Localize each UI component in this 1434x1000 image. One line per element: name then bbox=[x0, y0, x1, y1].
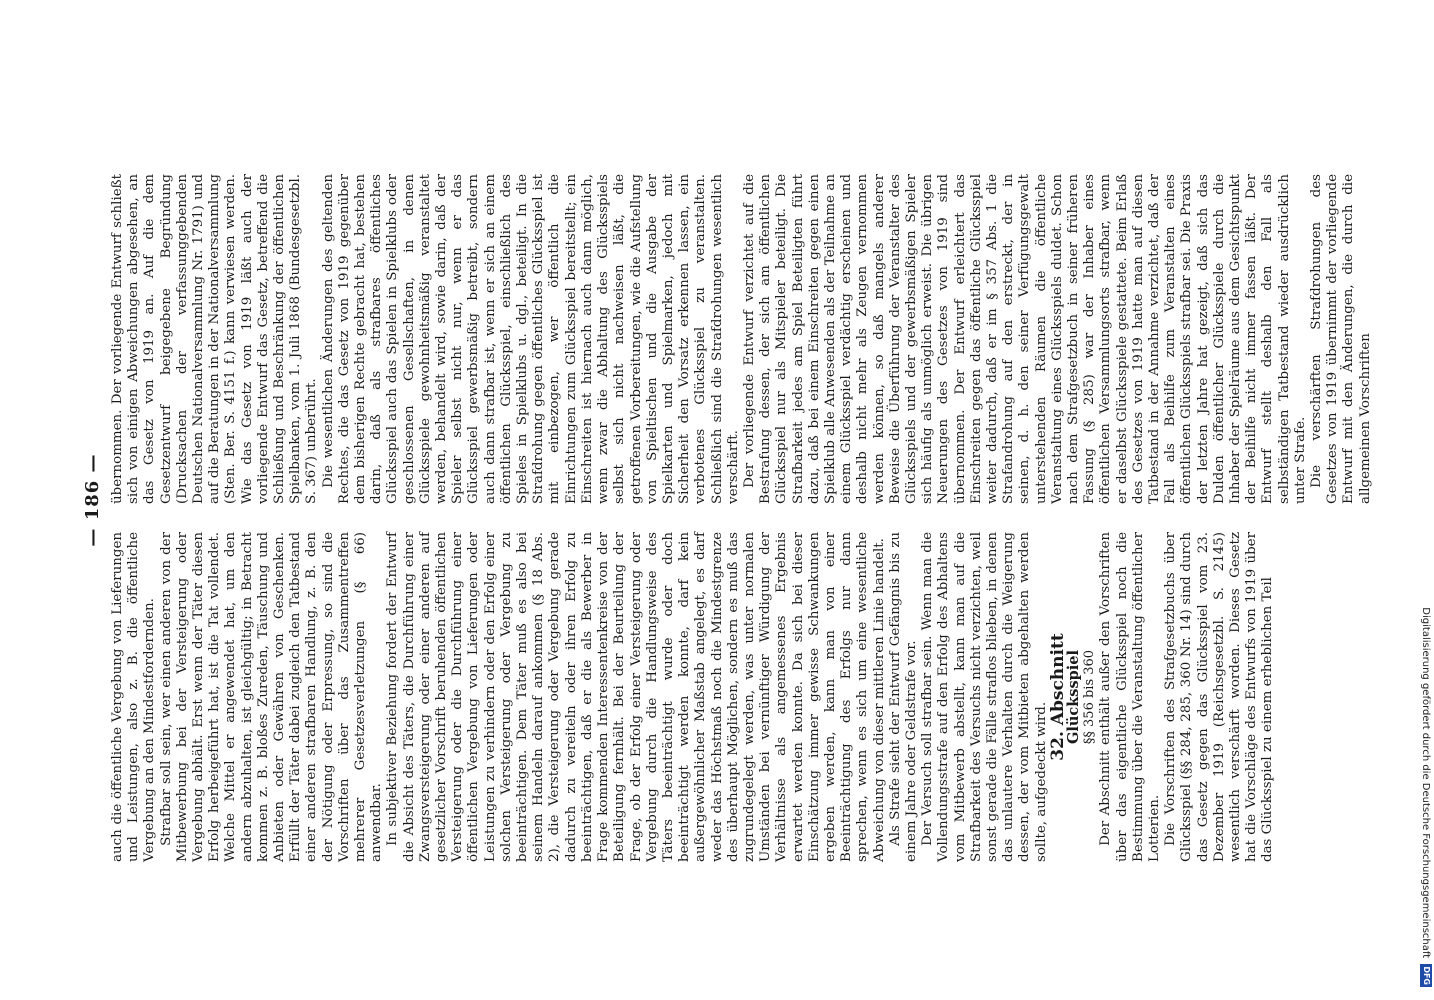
section-title: 32. Abschnitt bbox=[1047, 633, 1068, 761]
credit-text: Digitalisierung gefördert durch die Deutsche Forschungsgemeinschaft bbox=[1420, 607, 1431, 959]
paragraph: Strafbar soll sein, wer einen anderen von der Mitbewerbung bei der Versteigerung oder Vergebung abhält. Erst wenn der Täter diesen Erfolg herbeigeführt hat, ist die Tat vollendet. Welche Mittel er angewendet hat, um den andern abzuhalten, ist gleichgültig; in Betracht kommen z. B. bloßes Zureden, Täuschung und Anbieten oder Gewähren von Geschenken. Erfüllt der Täter dabei zugleich den Tatbestand einer anderen strafbaren Handlung, z. B. den der Nötigung oder Erpressung, so sind die Vorschriften über das Zusammentreffen mehrerer Gesetzesverletzungen (§ 66) anwendbar. bbox=[158, 532, 385, 862]
paragraph: Der Versuch soll strafbar sein. Wenn man die Vollendungsstrafe auf den Erfolg des Abhaltens vom Mitbewerb abstellt, kann man auf die Strafbarkeit des Versuchs nicht verzichten, weil sonst gerade die Fälle straflos blieben, in denen das unlautere Verhalten durch die Weigerung dessen, der vom Mitbieten abgehalten werden sollte, aufgedeckt wird. bbox=[920, 532, 1049, 862]
paragraph: Die Vorschriften des Strafgesetzbuchs über Glücksspiel (§§ 284, 285, 360 Nr. 14) sind durch das Gesetz gegen das Glücksspiel vom 23. Dezember 1919 (Reichsgesetzbl. S. 2145) wesentlich verschärft worden. Dieses Gesetz hat die Vorschläge des Entwurfs von 1919 über das Glücksspiel zu einem erheblichen Teil bbox=[1163, 532, 1276, 862]
paragraph: auch die öffentliche Vergebung von Lieferungen und Leistungen, also z. B. die öffentliche Vergebung an den Mindestfordernden. bbox=[110, 532, 158, 862]
page-number: — 186 — bbox=[82, 453, 103, 547]
paragraph: übernommen. Der vorliegende Entwurf schließt sich von einigen Abweichungen abgesehen, an das Gesetz von 1919 an. Auf die dem Gesetzentwurf beigegebene Begründung (Drucksachen der verfassunggebenden Deutschen Nationalversammlung Nr. 1791) und auf die Beratungen in der Nationalversammlung (Sten. Ber. S. 4151 f.) kann verwiesen werden. Wie das Gesetz von 1919 läßt auch der vorliegende Entwurf das Gesetz, betreffend die Schließung und Beschränkung der öffentlichen Spielbanken, vom 1. Juli 1868 (Bundesgesetzbl. S. 367) unberührt. bbox=[110, 174, 320, 504]
left-text-column bbox=[110, 532, 1277, 862]
section-subtitle: Glücksspiel bbox=[1064, 649, 1082, 745]
right-text-column bbox=[110, 174, 1374, 504]
digitization-credit bbox=[1418, 12, 1432, 987]
paragraph: Die wesentlichen Änderungen des geltenden Rechtes, die das Gesetz von 1919 gegenüber dem bisherigen Rechte gebracht hat, bestehen darin, daß als strafbares öffentliches Glücksspiel auch das Spielen in Spielklubs oder geschlossenen Gesellschaften, in denen Glücksspiele gewohnheitsmäßig veranstaltet werden, behandelt wird, sowie darin, daß der Spieler selbst nicht nur, wenn er das Glücksspiel gewerbsmäßig betreibt, sondern auch dann strafbar ist, wenn er sich an einem öffentlichen Glücksspiel, einschließlich des Spieles in Spielklubs u. dgl., beteiligt. In die Strafdrohung gegen öffentliches Glücksspiel ist mit einbezogen, wer öffentlich die Einrichtungen zum Glücksspiel bereitstellt; ein Einschreiten ist hiernach auch dann möglich, wenn zwar die Abhaltung des Glücksspiels selbst sich nicht nachweisen läßt, die getroffenen Vorbereitungen, wie die Aufstellung von Spieltischen und die Ausgabe der Spielkarten und Spielmarken, jedoch mit Sicherheit den Vorsatz erkennen lassen, ein verbotenes Glücksspiel zu veranstalten. Schließlich sind die Strafdrohungen wesentlich verschärft. bbox=[320, 174, 741, 504]
paragraph: Der vorliegende Entwurf verzichtet auf die Bestrafung dessen, der sich am öffentlichen Glücksspiel nur als Mitspieler beteiligt. Die Strafbarkeit jedes am Spiel Beteiligten führt dazu, daß bei einem Einschreiten gegen einen Spielklub alle Anwesenden als der Teilnahme an einem Glücksspiel verdächtig erscheinen und deshalb nicht mehr als Zeugen vernommen werden können, so daß mangels anderer Beweise die Überführung der Veranstalter des Glücksspiels und der gewerbsmäßigen Spieler sich häufig als unmöglich erweist. Die übrigen Neuerungen des Gesetzes von 1919 sind übernommen. Der Entwurf erleichtert das Einschreiten gegen das öffentliche Glücksspiel weiter dadurch, daß er im § 357 Abs. 1 die Strafandrohung auf den erstreckt, der in seinen, d. h. den seiner Verfügungsgewalt unterstehenden Räumen die öffentliche Veranstaltung eines Glücksspiels duldet. Schon nach dem Strafgesetzbuch in seiner früheren Fassung (§ 285) war der Inhaber eines öffentlichen Versammlungsorts strafbar, wenn er daselbst Glücksspiele gestattete. Beim Erlaß des Gesetzes von 1919 hatte man auf diesen Tatbestand in der Annahme verzichtet, daß der Fall als Beihilfe zum Veranstalten eines öffentlichen Glücksspiels strafbar sei. Die Praxis der letzten Jahre hat gezeigt, daß sich das Dulden öffentlicher Glücksspiele durch die Inhaber der Spielräume aus dem Gesichtspunkt der Beihilfe nicht immer fassen läßt. Der Entwurf stellt deshalb den Fall als selbständigen Tatbestand wieder ausdrücklich unter Strafe. bbox=[741, 174, 1308, 504]
dfg-logo: DFG bbox=[1422, 966, 1431, 985]
section-paragraph-range: §§ 356 bis 360 bbox=[1082, 649, 1098, 745]
paragraph: In subjektiver Beziehung fordert der Entwurf die Absicht des Täters, die Durchführung einer Zwangsversteigerung oder einer anderen auf gesetzlicher Vorschrift beruhenden öffentlichen Versteigerung oder die Durchführung einer öffentlichen Vergebung von Lieferungen oder Leistungen zu verhindern oder den Erfolg einer solchen Versteigerung oder Vergebung zu beeinträchtigen. Dem Täter muß es also bei seinem Handeln darauf ankommen (§ 18 Abs. 2), die Versteigerung oder Vergebung gerade dadurch zu vereiteln oder ihren Erfolg zu beeinträchtigen, daß er die als Bewerber in Frage kommenden Interessentenkreise von der Beteiligung fernhält. Bei der Beurteilung der Frage, ob der Erfolg einer Versteigerung oder Vergebung durch die Handlungsweise des Täters beeinträchtigt wurde oder doch beeinträchtigt werden konnte, darf kein außergewöhnlicher Maßstab angelegt, es darf weder das Höchstmaß noch die Mindestgrenze des überhaupt Möglichen, sondern es muß das zugrundegelegt werden, was unter normalen Umständen bei vernünftiger Würdigung der Verhältnisse als angemessenes Ergebnis erwartet werden konnte. Da sich bei dieser Einschätzung immer gewisse Schwankungen ergeben werden, kann man von einer Beeinträchtigung des Erfolgs nur dann sprechen, wenn es sich um eine wesentliche Abweichung von dieser mittleren Linie handelt. bbox=[385, 532, 887, 862]
paragraph: Der Abschnitt enthält außer den Vorschriften über das eigentliche Glücksspiel noch die Bestimmung über die Veranstaltung öffentlicher Lotterien. bbox=[1098, 532, 1162, 862]
paragraph: Die verschärften Strafdrohungen des Gesetzes von 1919 übernimmt der vorliegende Entwurf mit den Änderungen, die durch die allgemeinen Vorschriften bbox=[1309, 174, 1373, 504]
paragraph: Als Strafe sieht der Entwurf Gefängnis bis zu einem Jahre oder Geldstrafe vor. bbox=[887, 532, 919, 862]
